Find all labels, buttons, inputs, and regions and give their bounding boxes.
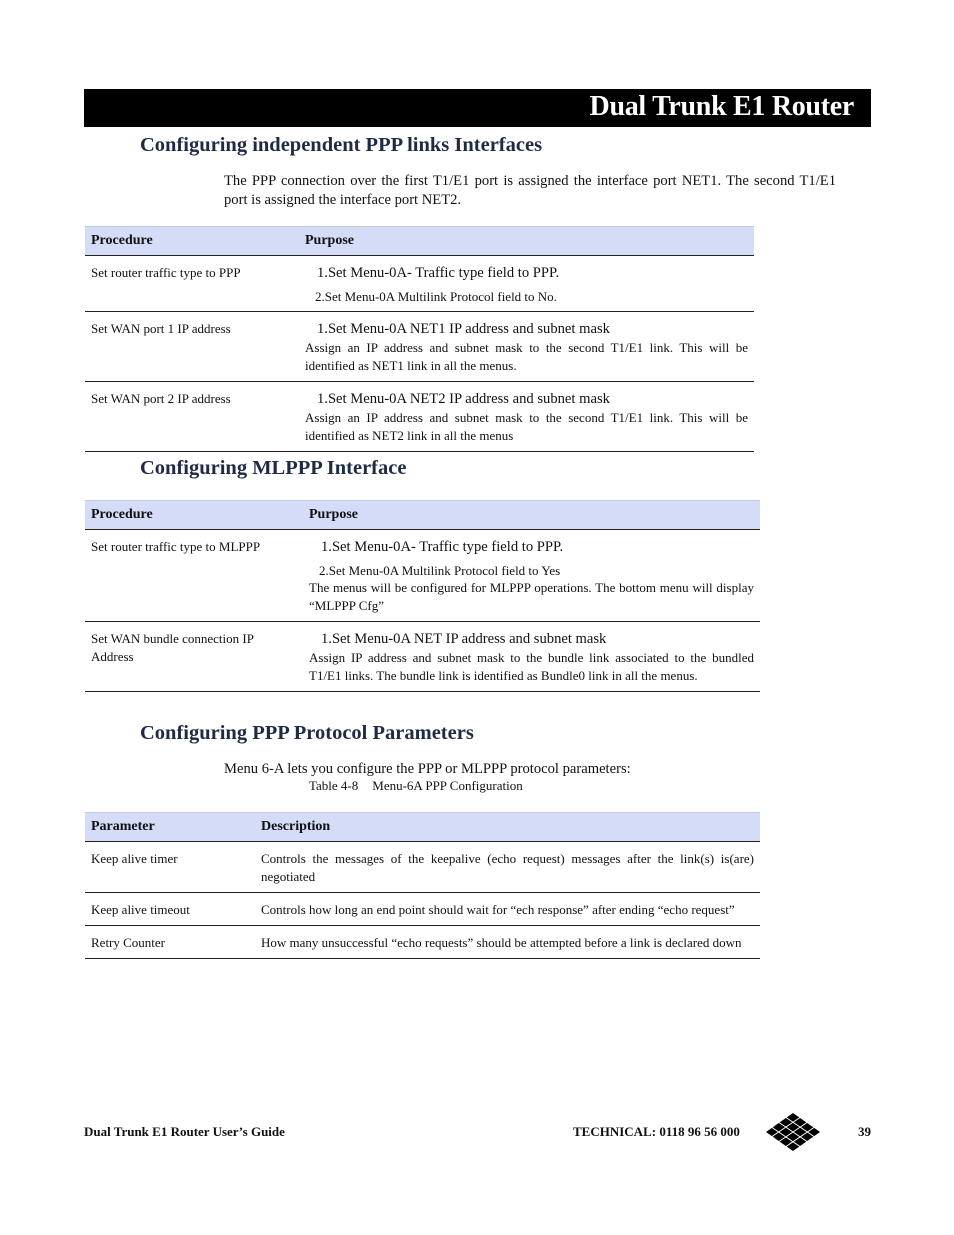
page-number: 39 <box>858 1124 871 1139</box>
section-paragraph-independent-ppp: The PPP connection over the first T1/E1 port is assigned the interface port NET1. The second T1/E1 port is assigned the interface port NET2. <box>224 173 836 208</box>
purpose-step1: 1.Set Menu-0A- Traffic type field to PPP. <box>317 265 560 281</box>
description-cell: How many unsuccessful “echo requests” should be attempted before a link is declared down <box>255 926 760 959</box>
table-row <box>85 926 760 959</box>
purpose-cell <box>303 530 760 622</box>
table-caption-title: Menu-6A PPP Configuration <box>372 778 523 793</box>
document-title: Dual Trunk E1 Router <box>589 91 854 122</box>
footer-guide-title: Dual Trunk E1 Router User’s Guide <box>84 1124 285 1139</box>
table-row <box>85 530 760 622</box>
purpose-step1: 1.Set Menu-0A NET IP address and subnet mask <box>321 631 607 647</box>
purpose-note: Assign IP address and subnet mask to the bundle link associated to the bundled T1/E1 links. The bundle link is identified as Bundle0 link in all the menus. <box>309 650 754 683</box>
column-header-purpose: Purpose <box>299 227 754 256</box>
table-row <box>85 256 754 312</box>
parameter-table <box>85 812 760 959</box>
column-header-description: Description <box>255 813 760 842</box>
table-caption <box>309 778 523 794</box>
procedure-cell: Set router traffic type to PPP <box>85 256 299 312</box>
table-row <box>85 842 760 893</box>
table-header-row <box>85 813 760 842</box>
column-header-procedure: Procedure <box>85 501 303 530</box>
purpose-step2: 2.Set Menu-0A Multilink Protocol field to Yes <box>319 563 561 578</box>
purpose-step2: 2.Set Menu-0A Multilink Protocol field to No. <box>315 289 557 304</box>
procedure-cell: Set WAN port 1 IP address <box>85 312 299 382</box>
procedure-table-ppp <box>85 226 754 452</box>
purpose-step1: 1.Set Menu-0A- Traffic type field to PPP. <box>321 539 564 555</box>
column-header-parameter: Parameter <box>85 813 255 842</box>
table-caption-number: Table 4-8 <box>309 778 359 793</box>
header-bar <box>84 89 871 127</box>
procedure-table-mlppp <box>85 500 760 692</box>
table-header-row <box>85 227 754 256</box>
section-paragraph-ppp-parameters: Menu 6-A lets you configure the PPP or MLPPP protocol parameters: <box>224 761 631 777</box>
description-cell: Controls how long an end point should wait for “ech response” after ending “echo request” <box>255 893 760 926</box>
purpose-note: Assign an IP address and subnet mask to the second T1/E1 link. This will be identified as NET1 link in all the menus. <box>305 340 748 373</box>
black-box-diamond-logo-icon <box>765 1112 821 1157</box>
purpose-note: The menus will be configured for MLPPP operations. The bottom menu will display “MLPPP Cfg” <box>309 580 754 613</box>
purpose-cell <box>303 622 760 692</box>
column-header-procedure: Procedure <box>85 227 299 256</box>
purpose-note: Assign an IP address and subnet mask to the second T1/E1 link. This will be identified as NET2 link in all the menus <box>305 410 748 443</box>
purpose-step1: 1.Set Menu-0A NET1 IP address and subnet mask <box>317 321 610 337</box>
procedure-cell: Set WAN port 2 IP address <box>85 382 299 452</box>
parameter-cell: Keep alive timer <box>85 842 255 893</box>
column-header-purpose: Purpose <box>303 501 760 530</box>
section-heading-mlppp: Configuring MLPPP Interface <box>140 457 407 479</box>
table-row <box>85 622 760 692</box>
description-cell: Controls the messages of the keepalive (echo request) messages after the link(s) is(are) negotiated <box>255 842 760 893</box>
purpose-cell <box>299 256 754 312</box>
procedure-cell: Set router traffic type to MLPPP <box>85 530 303 622</box>
procedure-cell: Set WAN bundle connection IP Address <box>85 622 303 692</box>
parameter-cell: Retry Counter <box>85 926 255 959</box>
table-row <box>85 312 754 382</box>
purpose-step1: 1.Set Menu-0A NET2 IP address and subnet mask <box>317 391 610 407</box>
purpose-cell <box>299 382 754 452</box>
section-heading-ppp-parameters: Configuring PPP Protocol Parameters <box>140 722 474 744</box>
footer-technical-phone: TECHNICAL: 0118 96 56 000 <box>573 1124 740 1139</box>
table-row <box>85 893 760 926</box>
purpose-cell <box>299 312 754 382</box>
table-row <box>85 382 754 452</box>
parameter-cell: Keep alive timeout <box>85 893 255 926</box>
table-header-row <box>85 501 760 530</box>
section-heading-independent-ppp: Configuring independent PPP links Interfaces <box>140 134 543 156</box>
